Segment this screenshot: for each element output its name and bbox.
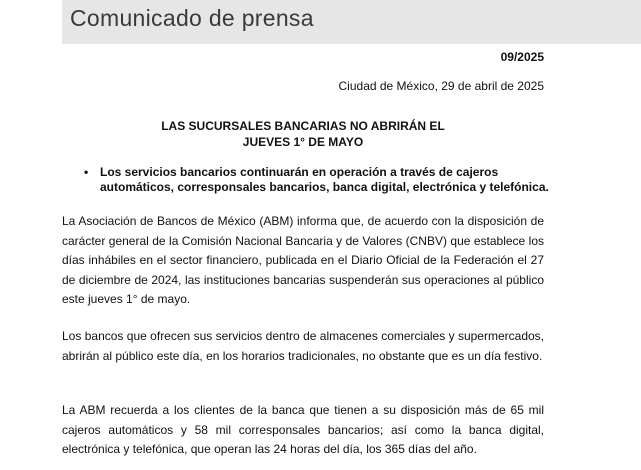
release-number: 09/2025 [500, 50, 544, 64]
headline-line-1: LAS SUCURSALES BANCARIAS NO ABRIRÁN EL [161, 119, 445, 133]
body-paragraph-1: La Asociación de Bancos de México (ABM) informa que, de acuerdo con la disposición de carácter general de la Comisión Nacional Bancaria y de Valores (CNBV) que establece los días inhábiles en el sector financiero, publicada en el Diario Oficial de la Federación el 27 de diciembre de 2024, las instituciones bancarias suspenderán sus operaciones al público este jueves 1° de mayo. [62, 214, 544, 306]
body-paragraph-2: Los bancos que ofrecen sus servicios dentro de almacenes comerciales y supermercados, abrirán al público este día, en los horarios tradicionales, no obstante que es un día festivo. [62, 329, 544, 363]
body-paragraph-3: La ABM recuerda a los clientes de la banca que tienen a su disposición más de 65 mil cajeros automáticos y 58 mil corresponsales bancarios; así como la banca digital, electrónica y telefónica, que operan las 24 horas del día, los 365 días del año. [62, 403, 544, 456]
place-and-date: Ciudad de México, 29 de abril de 2025 [338, 79, 544, 93]
summary-bullets [82, 165, 570, 195]
headline-line-2: JUEVES 1° DE MAYO [242, 135, 364, 149]
summary-bullet [84, 165, 570, 195]
bullet-dot-icon: • [84, 165, 89, 179]
summary-bullet-text: Los servicios bancarios continuarán en operación a través de cajeros automáticos, corresponsales bancarios, banca digital, electrónica y telefónica. [100, 165, 549, 194]
headline [62, 118, 544, 150]
page-title: Comunicado de prensa [70, 5, 314, 31]
